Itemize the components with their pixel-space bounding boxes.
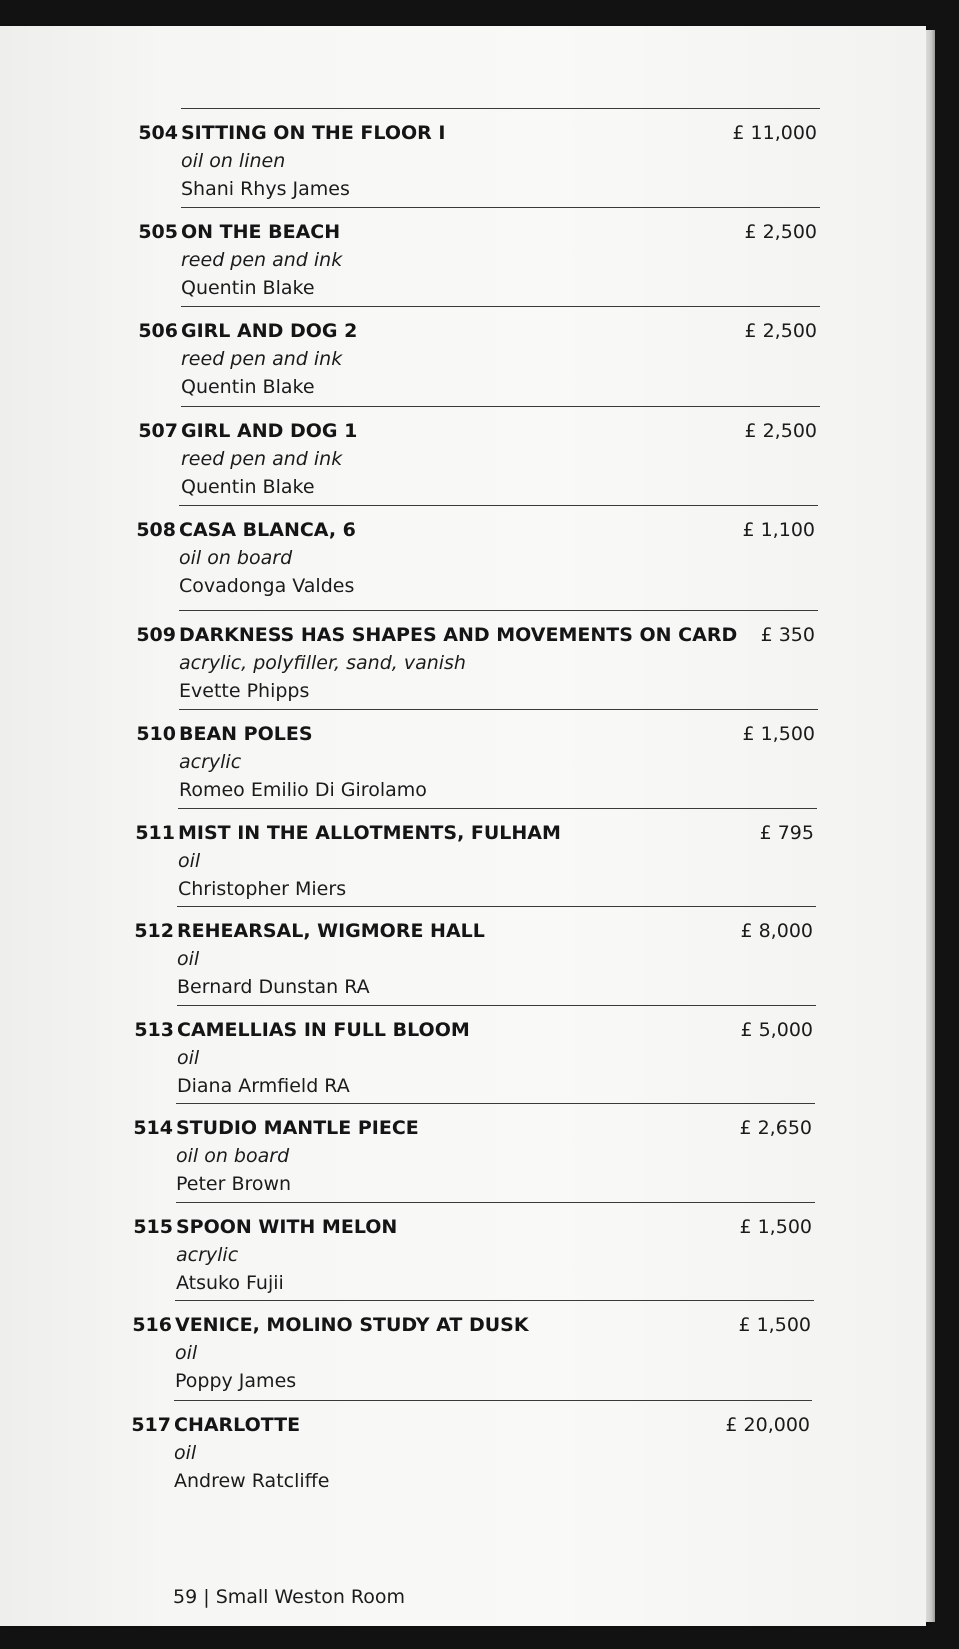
entry-title: MIST IN THE ALLOTMENTS, FULHAM	[178, 822, 561, 844]
entry-divider	[181, 207, 820, 208]
entry-price: £ 11,000	[732, 122, 817, 144]
entry-divider	[175, 1300, 814, 1301]
entry-artist: Romeo Emilio Di Girolamo	[179, 779, 427, 801]
entry-medium: oil on board	[179, 547, 293, 569]
entry-title: CHARLOTTE	[174, 1414, 301, 1436]
entry-medium: oil on linen	[181, 150, 286, 172]
entry-artist: Andrew Ratcliffe	[174, 1470, 330, 1492]
entry-price: £ 2,650	[739, 1117, 812, 1139]
entry-number: 508	[136, 519, 176, 541]
entry-divider	[177, 1005, 816, 1006]
entry-divider	[179, 505, 818, 506]
entry-price: £ 2,500	[744, 420, 817, 442]
entry-price: £ 1,500	[742, 723, 815, 745]
footer-separator: |	[203, 1586, 210, 1608]
entry-medium: oil	[175, 1342, 198, 1364]
entry-price: £ 1,500	[739, 1216, 812, 1238]
entry-title: CASA BLANCA, 6	[179, 519, 356, 541]
entry-artist: Diana Armfield RA	[177, 1075, 350, 1097]
entry-number: 512	[134, 920, 174, 942]
catalogue-entry	[0, 1400, 926, 1498]
entry-artist: Covadonga Valdes	[179, 575, 355, 597]
entry-artist: Evette Phipps	[179, 680, 310, 702]
entry-number: 514	[133, 1117, 173, 1139]
entry-price: £ 5,000	[740, 1019, 813, 1041]
entry-title: GIRL AND DOG 1	[181, 420, 358, 442]
entry-number: 516	[132, 1314, 172, 1336]
catalogue-entry	[0, 1103, 926, 1201]
entry-number: 513	[134, 1019, 174, 1041]
entry-divider	[176, 1103, 815, 1104]
entry-medium: oil	[174, 1442, 197, 1464]
entry-artist: Christopher Miers	[178, 878, 347, 900]
entry-price: £ 1,100	[742, 519, 815, 541]
entry-number: 517	[131, 1414, 171, 1436]
entry-divider	[179, 709, 818, 710]
entry-price: £ 350	[760, 624, 815, 646]
entry-artist: Poppy James	[175, 1370, 297, 1392]
catalogue-entry	[0, 306, 926, 404]
entry-number: 509	[136, 624, 176, 646]
entry-number: 505	[138, 221, 178, 243]
entry-medium: acrylic	[179, 751, 242, 773]
catalogue-entry	[0, 108, 926, 206]
entry-title: STUDIO MANTLE PIECE	[176, 1117, 419, 1139]
catalogue-entry	[0, 1005, 926, 1103]
entry-artist: Bernard Dunstan RA	[177, 976, 370, 998]
entry-number: 504	[138, 122, 178, 144]
entry-number: 511	[135, 822, 175, 844]
entry-title: VENICE, MOLINO STUDY AT DUSK	[175, 1314, 529, 1336]
catalogue-entry	[0, 610, 926, 708]
entry-title: SPOON WITH MELON	[176, 1216, 398, 1238]
entry-artist: Quentin Blake	[181, 376, 315, 398]
entry-divider	[178, 808, 817, 809]
entry-artist: Atsuko Fujii	[176, 1272, 284, 1294]
catalogue-entry	[0, 207, 926, 305]
entry-medium: reed pen and ink	[181, 348, 343, 370]
entry-medium: acrylic	[176, 1244, 239, 1266]
page-footer	[173, 1586, 405, 1608]
entry-price: £ 1,500	[738, 1314, 811, 1336]
entry-divider	[181, 306, 820, 307]
entry-number: 507	[138, 420, 178, 442]
entry-medium: oil	[177, 1047, 200, 1069]
entry-divider	[176, 1202, 815, 1203]
entry-artist: Quentin Blake	[181, 277, 315, 299]
entry-divider	[177, 906, 816, 907]
entry-title: REHEARSAL, WIGMORE HALL	[177, 920, 485, 942]
entry-medium: oil on board	[176, 1145, 290, 1167]
entry-medium: reed pen and ink	[181, 249, 343, 271]
entry-artist: Quentin Blake	[181, 476, 315, 498]
entry-price: £ 8,000	[740, 920, 813, 942]
entry-title: SITTING ON THE FLOOR I	[181, 122, 446, 144]
entry-title: DARKNESS HAS SHAPES AND MOVEMENTS ON CARD	[179, 624, 738, 646]
entry-medium: oil	[177, 948, 200, 970]
entry-divider	[181, 406, 820, 407]
entry-divider	[181, 108, 820, 109]
entry-medium: reed pen and ink	[181, 448, 343, 470]
catalogue-entry	[0, 709, 926, 807]
page-number: 59	[173, 1586, 198, 1608]
entry-title: GIRL AND DOG 2	[181, 320, 358, 342]
catalogue-entry	[0, 906, 926, 1004]
catalogue-entry	[0, 1300, 926, 1398]
entry-divider	[174, 1400, 812, 1401]
entry-divider	[179, 610, 818, 611]
catalogue-entry	[0, 406, 926, 504]
entry-title: CAMELLIAS IN FULL BLOOM	[177, 1019, 470, 1041]
entry-number: 506	[138, 320, 178, 342]
entry-price: £ 2,500	[744, 221, 817, 243]
entry-title: BEAN POLES	[179, 723, 313, 745]
catalogue-entry	[0, 1202, 926, 1300]
catalogue-entry	[0, 505, 926, 603]
entry-price: £ 795	[759, 822, 814, 844]
entry-price: £ 2,500	[744, 320, 817, 342]
catalogue-entry	[0, 808, 926, 906]
entry-medium: acrylic, polyfiller, sand, vanish	[179, 652, 466, 674]
entry-title: ON THE BEACH	[181, 221, 341, 243]
room-name: Small Weston Room	[215, 1586, 406, 1608]
catalogue-page	[0, 26, 926, 1626]
entry-number: 515	[133, 1216, 173, 1238]
entry-price: £ 20,000	[725, 1414, 810, 1436]
entry-number: 510	[136, 723, 176, 745]
page-edge	[926, 30, 935, 1622]
entry-artist: Shani Rhys James	[181, 178, 350, 200]
entry-artist: Peter Brown	[176, 1173, 292, 1195]
entry-medium: oil	[178, 850, 201, 872]
